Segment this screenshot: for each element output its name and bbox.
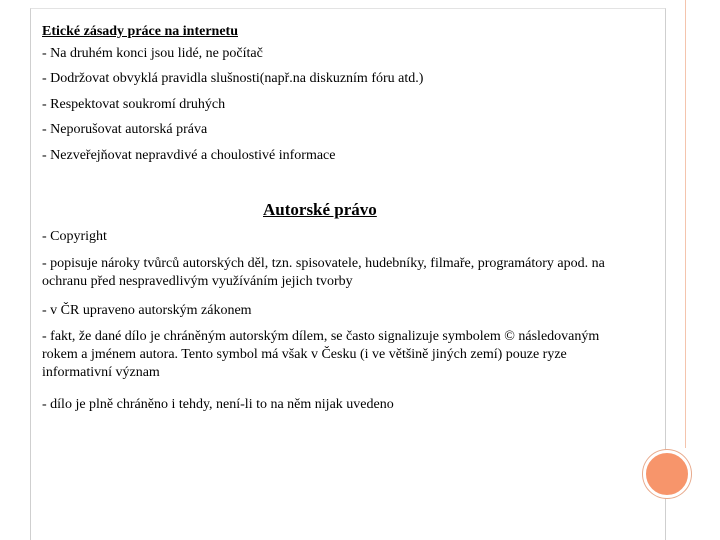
accent-circle-decoration <box>643 450 691 498</box>
section-title-copyright: Autorské právo <box>263 200 377 219</box>
ethics-item: - Neporušovat autorská práva <box>42 122 208 137</box>
copyright-item: - fakt, že dané dílo je chráněným autorským dílem, se často signalizuje symbolem © následovaným rokem a jménem autora. Tento symbol má však v Česku (i ve většině jiných zemí) pouze ryze informativní význam <box>42 329 600 380</box>
ethics-item: - Respektovat soukromí druhých <box>42 97 226 112</box>
copyright-item: - v ČR upraveno autorským zákonem <box>42 303 252 318</box>
copyright-item: - dílo je plně chráněno i tehdy, není-li to na něm nijak uvedeno <box>42 397 394 412</box>
section-title-ethics: Etické zásady práce na internetu <box>42 24 238 39</box>
ethics-item: - Dodržovat obvyklá pravidla slušnosti(např.na diskuzním fóru atd.) <box>42 71 424 86</box>
copyright-item: - popisuje nároky tvůrců autorských děl, tzn. spisovatele, hudebníky, filmaře, programátory apod. na ochranu před nespravedlivým využíváním jejich tvorby <box>42 256 605 289</box>
copyright-item: - Copyright <box>42 229 107 244</box>
ethics-item: - Na druhém konci jsou lidé, ne počítač <box>42 46 263 61</box>
ethics-item: - Nezveřejňovat nepravdivé a choulostivé informace <box>42 148 336 163</box>
accent-line <box>685 0 686 448</box>
